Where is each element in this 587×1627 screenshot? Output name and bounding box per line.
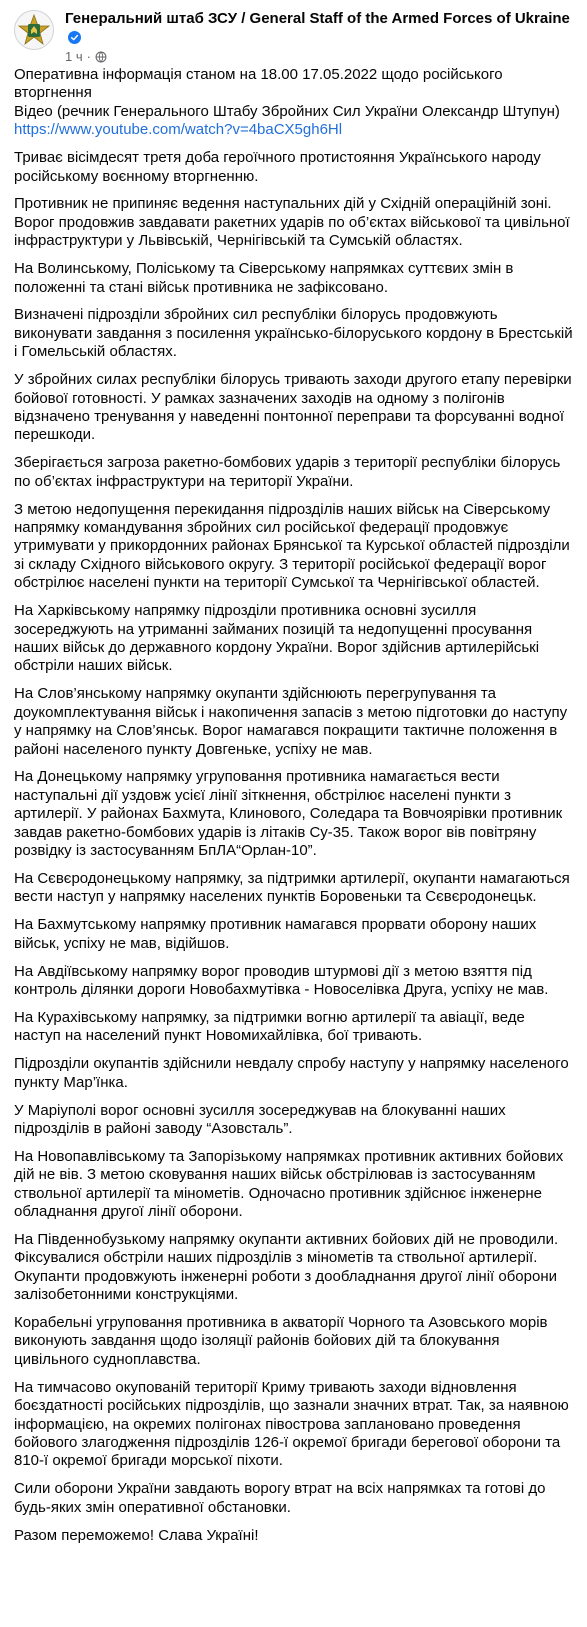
- page-name-link[interactable]: [65, 9, 573, 47]
- verified-badge-icon: [68, 31, 81, 44]
- page-name: Генеральний штаб ЗСУ / General Staff of the Armed Forces of Ukraine: [65, 10, 570, 27]
- intro-title: Оперативна інформація станом на 18.00 17.05.2022 щодо російського вторгнення: [14, 66, 503, 102]
- paragraph: У збройних силах республіки білорусь тривають заходи другого етапу перевірки бойової готовності. У рамках зазначених заходів на одному з полігонів відзначено тренування у наведенні понтонної переправи та форсуванні водної перешкоди.: [14, 371, 572, 444]
- paragraph: На Слов’янському напрямку окупанти здійснюють перегрупування та доукомплектування військ і накопичення запасів з метою підготовки до наступу у напрямку на Слов’янськ. Ворог намагався покращити тактичне положення в районі населеного пункту Довгеньке, успіху не мав.: [14, 685, 568, 758]
- paragraph: Триває вісімдесят третя доба героїчного протистояння Українського народу російському воєнному вторгненню.: [14, 149, 541, 185]
- paragraph: На Авдіївському напрямку ворог проводив штурмові дії з метою взяття під контроль ділянки дороги Новобахмутівка - Новоселівка Друга, успіху не мав.: [14, 962, 549, 998]
- post-body: [14, 66, 573, 1545]
- paragraph: На Сєвєродонецькому напрямку, за підтримки артилерії, окупанти намагаються вести наступ у напрямку населених пунктів Боровеньки та Сєвєродонецьк.: [14, 869, 570, 906]
- post-meta: [65, 49, 573, 65]
- post-timestamp[interactable]: 1 ч: [65, 49, 83, 64]
- paragraph: На тимчасово окупованій території Криму тривають заходи відновлення боєздатності російських підрозділів, що зазнали значних втрат. Так, за наявною інформацією, на окремих полігонах півострова заплановано проведення бойового злагодження підрозділів 126-ї окремої бригади берегової оборони та 810-ї окремої бригади морської піхоти.: [14, 1378, 569, 1470]
- paragraph: На Бахмутському напрямку противник намагався прорвати оборону наших військ, успіху не мав, відійшов.: [14, 916, 537, 952]
- paragraph: Корабельні угруповання противника в акваторії Чорного та Азовського морів виконують завдання щодо ізоляції районів бойових дій та блокування цивільного судноплавства.: [14, 1314, 548, 1368]
- meta-separator: ·: [86, 49, 91, 64]
- paragraph: Зберігається загроза ракетно-бомбових ударів з території республіки білорусь по об’єктах інфраструктури на території України.: [14, 454, 561, 490]
- paragraph: З метою недопущення перекидання підрозділів наших військ на Сіверському напрямку командування збройних сил російської федерації продовжує утримувати у прикордонних районах Брянської та Курської областей підрозділи зі складу Східного військового округу. З території російської федерації ворог обстрілює населені пункти на території Сумської та Чернігівської областей.: [14, 500, 570, 592]
- post-header: [14, 8, 573, 66]
- paragraph: Визначені підрозділи збройних сил республіки білорусь продовжують виконувати завдання з посилення українсько-білоруського кордону в Брестській і Гомельській областях.: [14, 306, 573, 361]
- avatar[interactable]: [14, 10, 54, 50]
- paragraph: На Курахівському напрямку, за підтримки вогню артилерії та авіації, веде наступ на населений пункт Новомихайлівка, бої тривають.: [14, 1008, 525, 1045]
- paragraph: На Харківському напрямку підрозділи противника основні зусилля зосереджують на утриманні займаних позицій та недопущенні просування наших військ до державного кордону України. Ворог здійснив артилерійські обстріли наших військ.: [14, 602, 540, 675]
- paragraph: На Новопавлівському та Запорізькому напрямках противник активних бойових дій не вів. З метою сковування наших військ обстрілював із застосуванням ствольної артилерії та мінометів. Одночасно противник здійснює інженерне обладнання другої лінії оборони.: [14, 1147, 564, 1221]
- paragraph: Противник не припиняє ведення наступальних дій у Східній операційній зоні. Ворог продовжив завдавати ракетних ударів по об’єктах військової та цивільної інфраструктури у Львівській, Чернігівській та Сумській областях.: [14, 195, 570, 250]
- paragraph: Разом переможемо! Слава Україні!: [14, 1526, 259, 1544]
- paragraph: У Маріуполі ворог основні зусилля зосереджував на блокуванні наших підрозділів в районі заводу “Азовсталь”.: [14, 1101, 506, 1137]
- paragraph: Сили оборони України завдають ворогу втрат на всіх напрямках та готові до будь-яких змін оперативної обстановки.: [14, 1480, 546, 1516]
- paragraph: На Донецькому напрямку угруповання противника намагається вести наступальні дії уздовж усієї лінії зіткнення, обстрілює населені пункти з артилерії. У районах Бахмута, Клинового, Соледара та Вовчоярівки противник завдав ракетно-бомбових ударів із літаків Су-35. Також ворог вів повітряну розвідку із застосуванням БпЛА“Орлан-10”.: [14, 768, 563, 860]
- post-intro: [14, 66, 573, 140]
- video-link[interactable]: https://www.youtube.com/watch?v=4baCX5gh6Hl: [14, 121, 343, 139]
- paragraph: На Південнобузькому напрямку окупанти активних бойових дій не проводили. Фіксувалися обстріли наших підрозділів з мінометів та ствольної артилерії. Окупанти продовжують інженерні роботи з дообладнання другої лінії оборони залізобетонними конструкціями.: [14, 1230, 559, 1304]
- globe-icon[interactable]: [95, 51, 107, 63]
- intro-video-caption: Відео (речник Генерального Штабу Збройних Сил України Олександр Штупун): [14, 102, 560, 120]
- paragraph: Підрозділи окупантів здійснили невдалу спробу наступу у напрямку населеного пункту Мар’їнка.: [14, 1055, 569, 1091]
- paragraph: На Волинському, Поліському та Сіверському напрямках суттєвих змін в положенні та стані військ противника не зафіксовано.: [14, 260, 514, 296]
- general-staff-emblem-icon: [17, 13, 51, 47]
